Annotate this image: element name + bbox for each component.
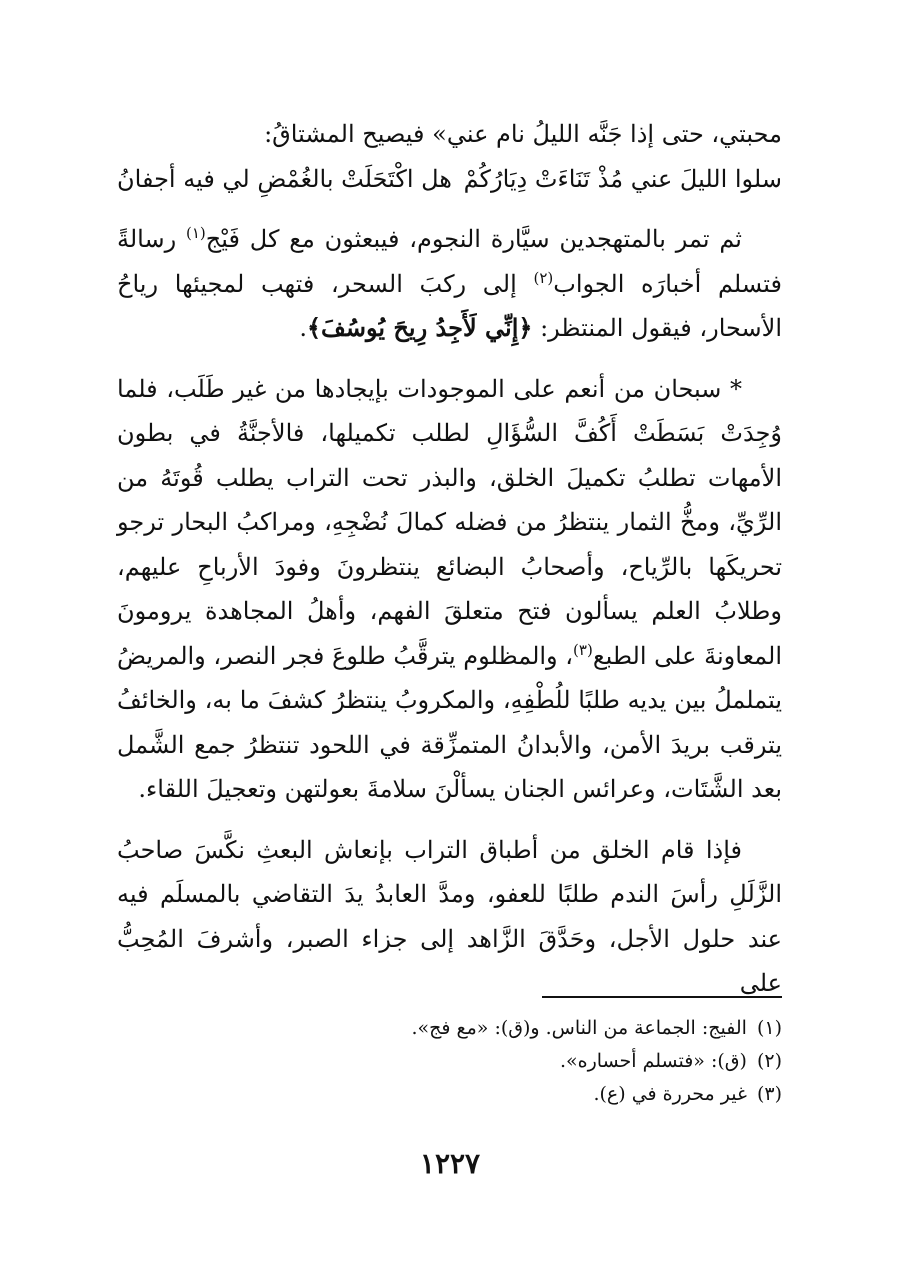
- footnote-number: (٣): [756, 1083, 782, 1105]
- footnotes: [117, 1012, 782, 1111]
- quran-verse: ﴿إِنِّي لَأَجِدُ رِيحَ يُوسُفَ﴾: [306, 313, 533, 342]
- footnote-number: (١): [756, 1017, 782, 1039]
- paragraph-text: ، والمظلوم يترقَّبُ طلوعَ فجر النصر، والمريضُ يتململُ بين يديه طلبًا للُطْفِهِ، والمكروبُ ينتظرُ كشفَ ما به، والخائفُ يترقب بريدَ الأمن، والأبدانُ المتمزِّقة في اللحود تنتظرُ جمع الشَّمل بعد الشَّتَات، وعرائس الجنان يسألْنَ سلامةَ بعولتهن وتعجيلَ اللقاء.: [117, 641, 782, 803]
- footnote-marker-3: (٣): [573, 640, 593, 659]
- footnote-2: [117, 1045, 782, 1078]
- opening-line: محبتي، حتى إذا جَنَّه الليلُ نام عني» فيصيح المشتاقُ:: [264, 120, 782, 148]
- footnote-text: الفيج: الجماعة من الناس. و(ق): «مع فج».: [411, 1017, 747, 1039]
- paragraph-glory: [117, 367, 782, 812]
- verse-first-hemistich: سلوا الليلَ عني مُذْ تَنَاءَتْ دِيَارُكُمْ: [463, 164, 782, 193]
- paragraph-text: * سبحان من أنعم على الموجودات بإيجادها من غير طَلَب، فلما وُجِدَتْ بَسَطَتْ أَكُفَّ السُّؤَالِ لطلب تكميلها، فالأجنَّةُ في بطون الأمهات تطلبُ تكميلَ الخلق، والبذر تحت التراب يطلب قُوتَهُ من الرِّيِّ، ومخُّ الثمار ينتظرُ من فضله كمالَ نُضْجِهِ، ومراكبُ البحار ترجو تحريكَها بالرِّياح، وأصحابُ البضائع ينتظرونَ وفودَ الأرباحِ عليهم، وطلابُ العلم يسألون فتح متعلقَ الفهم، وأهلُ المجاهدة يرومونَ المعاونةَ على الطبع: [117, 374, 782, 670]
- footnote-marker-2: (٢): [533, 268, 554, 287]
- footnote-number: (٢): [756, 1050, 782, 1072]
- paragraph-resurrection: فإذا قام الخلق من أطباق التراب بإنعاش البعثِ نكَّسَ صاحبُ الزَّلَلِ رأسَ الندم طلبًا للعفو، ومدَّ العابدُ يدَ التقاضي بالمسلَم فيه عند حلول الأجل، وحَدَّقَ الزَّاهد إلى جزاء الصبر، وأشرفَ المُحِبُّ على: [117, 835, 782, 997]
- footnote-3: [117, 1078, 782, 1111]
- footnote-marker-1: (١): [186, 224, 206, 242]
- poetry-verse: [117, 157, 782, 202]
- page-number: ١٢٢٧: [419, 1147, 481, 1180]
- footnote-1: [117, 1012, 782, 1045]
- paragraph-end: .: [299, 314, 307, 342]
- footnote-text: غير محررة في (ع).: [593, 1083, 747, 1105]
- paragraph-text: رسالةً فتسلم أخبارَه الجواب: [117, 225, 783, 298]
- verse-second-hemistich: هل اكْتَحَلَتْ بالغُمْضِ لي فيه أجفانُ: [117, 164, 452, 193]
- paragraph-stars: [117, 217, 782, 351]
- footnote-text: (ق): «فتسلم أحساره».: [560, 1050, 747, 1072]
- main-text: [117, 112, 782, 1006]
- paragraph-text: ثم تمر بالمتهجدين سيَّارة النجوم، فيبعثون مع كل فَيْج: [205, 225, 742, 253]
- footnote-divider: [542, 996, 782, 998]
- paragraph-text: إلى ركبَ السحر، فتهب لمجيئها رياحُ الأسحار، فيقول المنتظر:: [117, 269, 782, 342]
